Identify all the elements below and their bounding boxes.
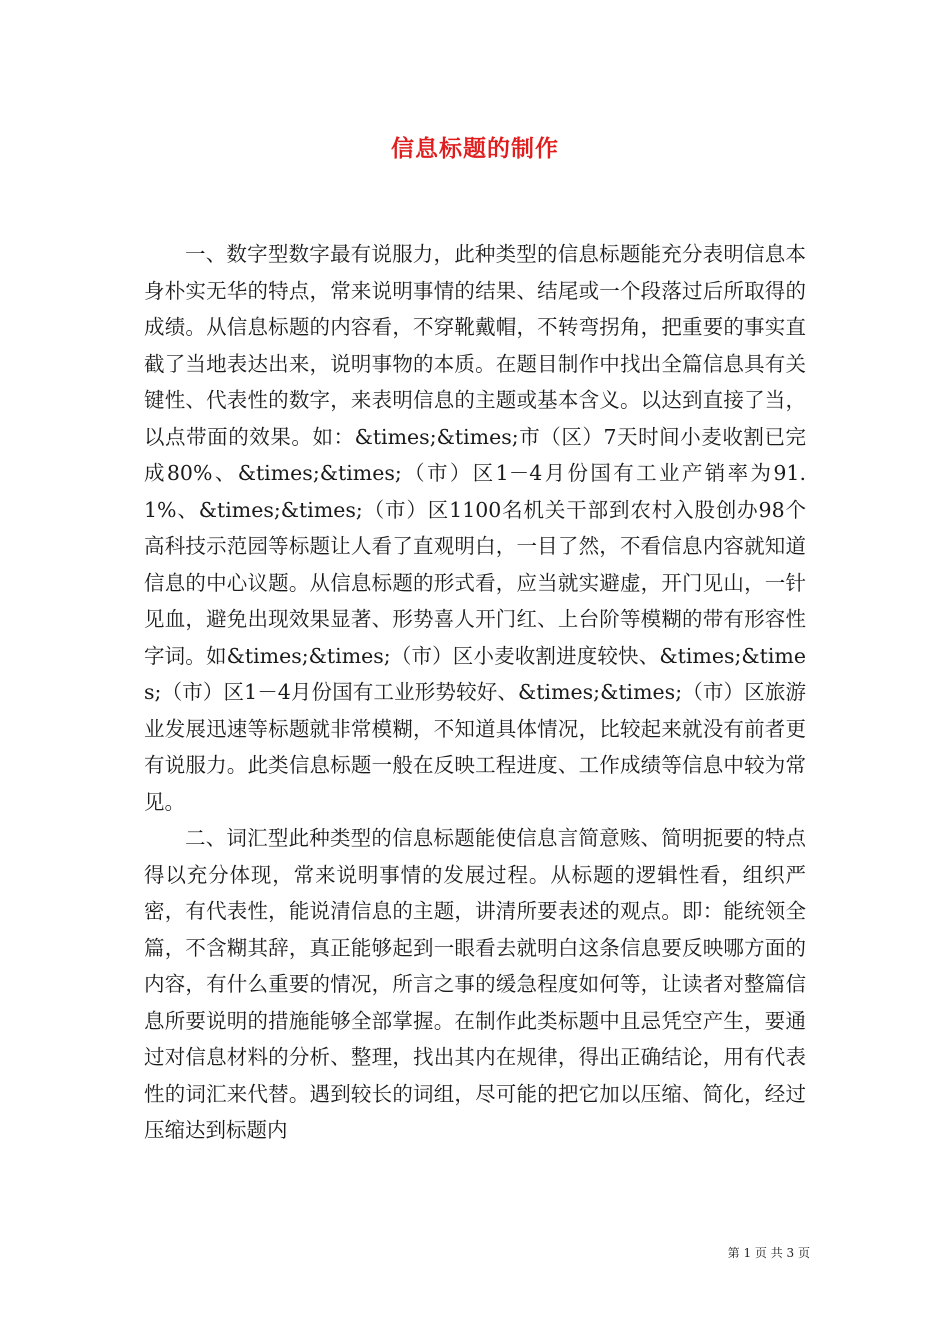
document-body [144,236,806,1149]
paragraph-vocabulary-type: 二、词汇型此种类型的信息标题能使信息言简意赅、简明扼要的特点得以充分体现，常来说明事情的发展过程。从标题的逻辑性看，组织严密，有代表性，能说清信息的主题，讲清所要表述的观点。即：能统领全篇，不含糊其辞，真正能够起到一眼看去就明白这条信息要反映哪方面的内容，有什么重要的情况，所言之事的缓急程度如何等，让读者对整篇信息所要说明的措施能够全部掌握。在制作此类标题中且忌凭空产生，要通过对信息材料的分析、整理，找出其内在规律，得出正确结论，用有代表性的词汇来代替。遇到较长的词组，尽可能的把它加以压缩、简化，经过压缩达到标题内 [144,826,806,1142]
page-number-footer: 第 1 页 共 3 页 [727,1246,810,1260]
document-title: 信息标题的制作 [391,136,559,162]
paragraph-numeric-type: 一、数字型数字最有说服力，此种类型的信息标题能充分表明信息本身朴实无华的特点，常来说明事情的结果、结尾或一个段落过后所取得的成绩。从信息标题的内容看，不穿靴戴帽，不转弯拐角，把重要的事实直截了当地表达出来，说明事物的本质。在题目制作中找出全篇信息具有关键性、代表性的数字，来表明信息的主题或基本含义。以达到直接了当，以点带面的效果。如：&times;&times;市（区）7天时间小麦收割已完成80%、&times;&times;（市）区1－4月份国有工业产销率为91.1%、&times;&times;（市）区1100名机关干部到农村入股创办98个高科技示范园等标题让人看了直观明白，一目了然，不看信息内容就知道信息的中心议题。从信息标题的形式看，应当就实避虚，开门见山，一针见血，避免出现效果显著、形势喜人开门红、上台阶等模糊的带有形容性字词。如&times;&times;（市）区小麦收割进度较快、&times;&times;（市）区1－4月份国有工业形势较好、&times;&times;（市）区旅游业发展迅速等标题就非常模糊，不知道具体情况，比较起来就没有前者更有说服力。此类信息标题一般在反映工程进度、工作成绩等信息中较为常见。 [144,242,806,814]
